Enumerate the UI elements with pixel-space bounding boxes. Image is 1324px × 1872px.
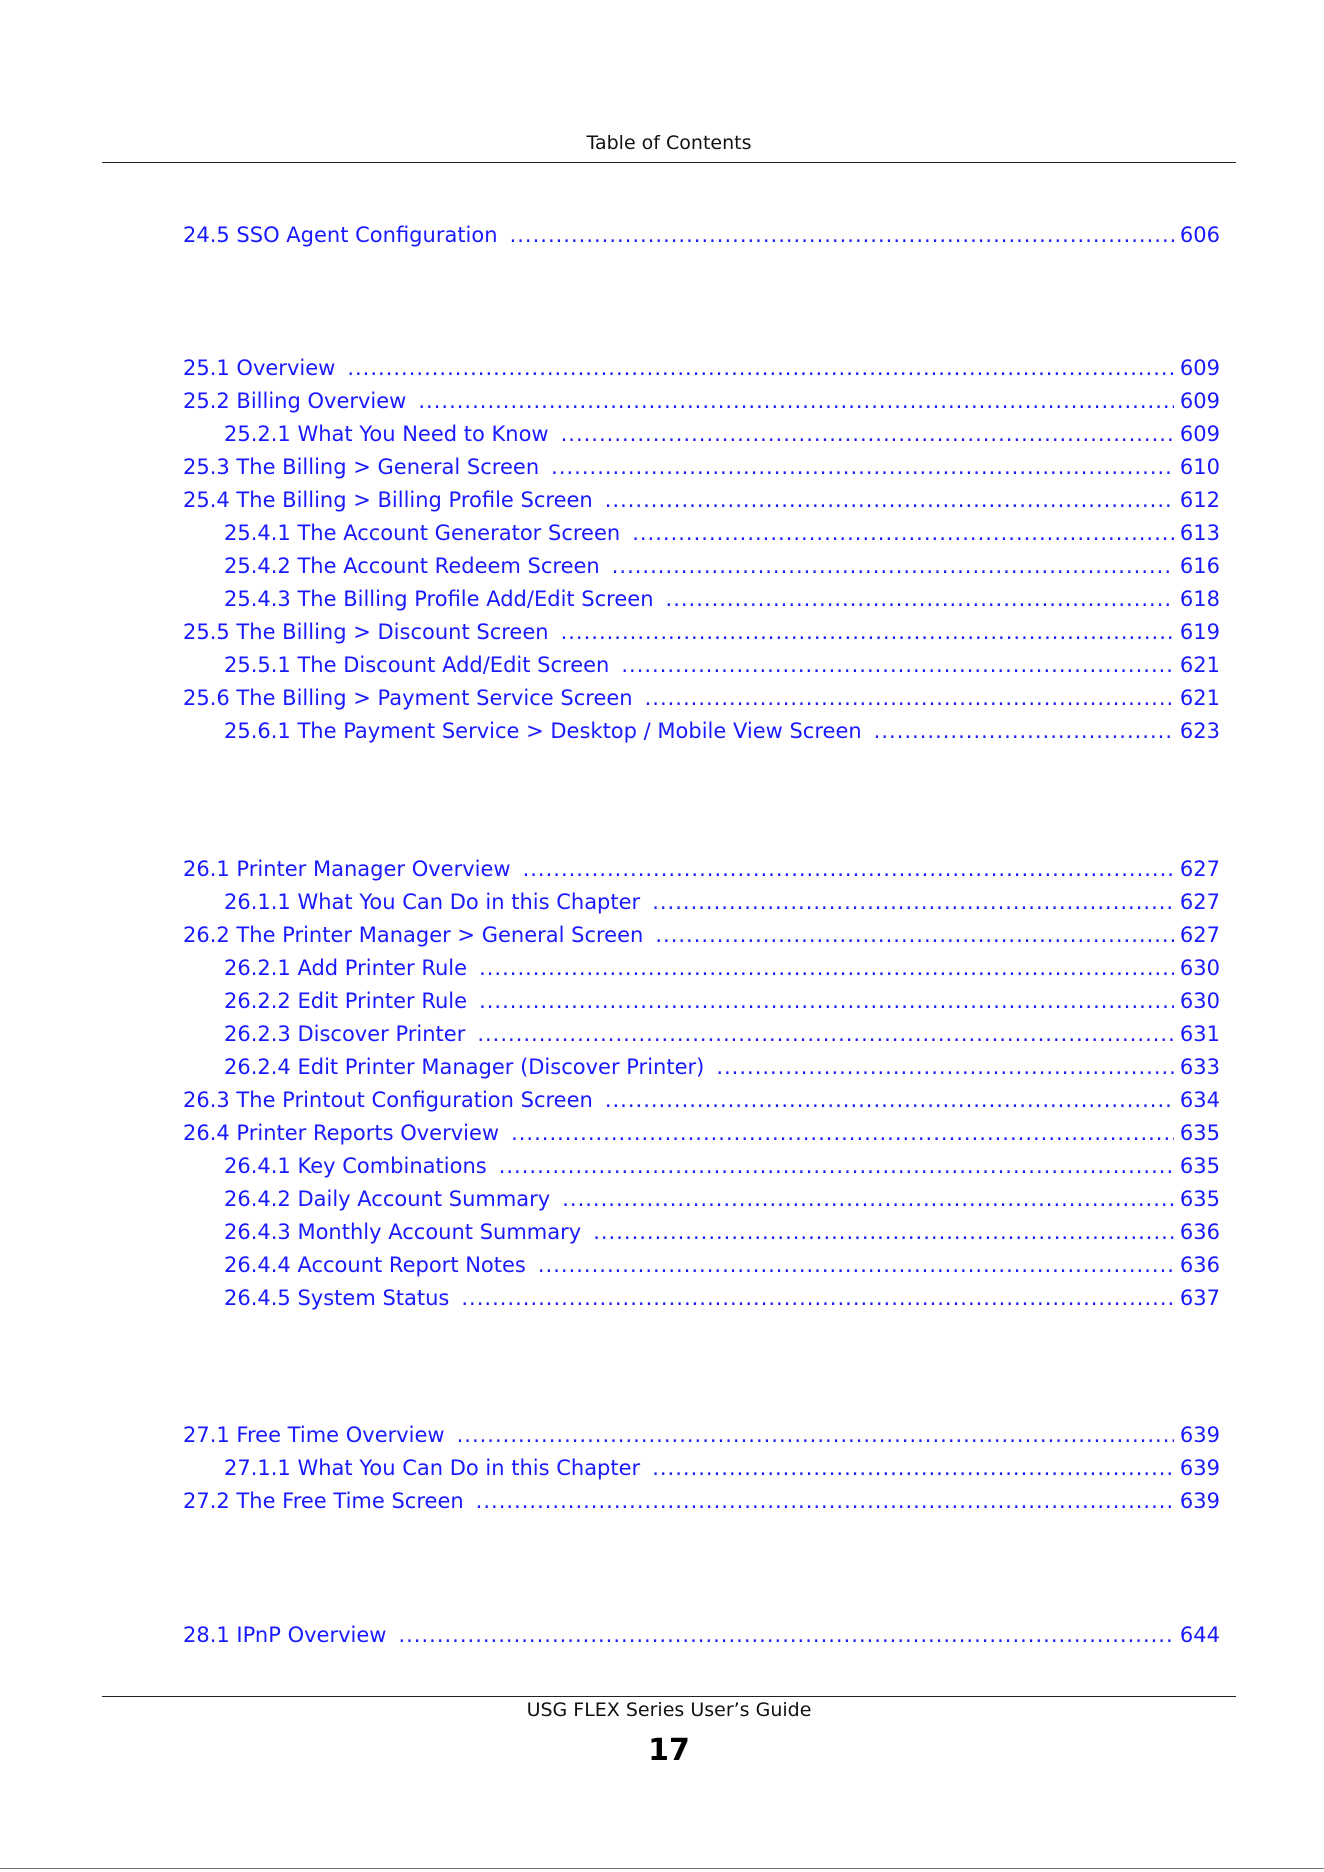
toc-entry-page-number: 630 [1179,989,1220,1013]
toc-entry[interactable] [224,1021,1220,1049]
toc-dot-leader [561,421,1174,447]
toc-entry[interactable] [183,1622,1220,1650]
toc-entry-title: 24.5 SSO Agent Configuration [183,223,498,247]
toc-entry[interactable] [183,619,1220,647]
toc-dot-leader [645,685,1174,711]
toc-entry[interactable] [224,1285,1220,1313]
toc-dot-leader [874,718,1174,744]
toc-entry[interactable] [224,586,1220,614]
toc-entry-title: 26.4.1 Key Combinations [224,1154,487,1178]
toc-entry-page-number: 627 [1179,890,1220,914]
toc-entry-page-number: 619 [1179,620,1220,644]
toc-dot-leader [562,1186,1174,1212]
toc-entry-title: 26.4.3 Monthly Account Summary [224,1220,582,1244]
toc-entry-page-number: 639 [1179,1489,1220,1513]
toc-entry[interactable] [183,685,1220,713]
toc-entry-title: 26.4 Printer Reports Overview [183,1121,500,1145]
toc-entry-title: 26.4.5 System Status [224,1286,450,1310]
toc-entry-title: 25.4.1 The Account Generator Screen [224,521,621,545]
toc-entry[interactable] [183,388,1220,416]
toc-dot-leader [511,1120,1174,1146]
toc-dot-leader [621,652,1174,678]
toc-entry[interactable] [224,553,1220,581]
toc-dot-leader [476,1488,1174,1514]
toc-entry-page-number: 639 [1179,1456,1220,1480]
toc-entry[interactable] [224,889,1220,917]
toc-entry-page-number: 637 [1179,1286,1220,1310]
toc-dot-leader [347,355,1174,381]
toc-entry[interactable] [183,355,1220,383]
toc-dot-leader [457,1422,1174,1448]
toc-dot-leader [538,1252,1174,1278]
toc-dot-leader [499,1153,1174,1179]
toc-entry-page-number: 609 [1179,356,1220,380]
toc-dot-leader [479,988,1174,1014]
toc-dot-leader [593,1219,1174,1245]
toc-entry[interactable] [224,1219,1220,1247]
toc-entry-title: 26.4.2 Daily Account Summary [224,1187,551,1211]
toc-entry-title: 25.6.1 The Payment Service > Desktop / Mobile View Screen [224,719,862,743]
toc-entry[interactable] [224,652,1220,680]
toc-dot-leader [655,922,1174,948]
toc-entry-page-number: 644 [1179,1623,1220,1647]
toc-dot-leader [461,1285,1174,1311]
toc-entry-page-number: 623 [1179,719,1220,743]
toc-entry-title: 26.2.4 Edit Printer Manager (Discover Printer) [224,1055,705,1079]
toc-entry[interactable] [183,1488,1220,1516]
toc-entry-title: 25.2.1 What You Need to Know [224,422,549,446]
toc-entry-page-number: 613 [1179,521,1220,545]
toc-entry[interactable] [183,1120,1220,1148]
page-header: Table of Contents [586,132,752,154]
toc-dot-leader [398,1622,1173,1648]
toc-entry-title: 26.3 The Printout Configuration Screen [183,1088,593,1112]
toc-entry[interactable] [183,222,1220,250]
toc-entry-page-number: 616 [1179,554,1220,578]
toc-dot-leader [551,454,1174,480]
toc-entry[interactable] [183,856,1220,884]
toc-entry-page-number: 621 [1179,653,1220,677]
toc-entry-title: 25.6 The Billing > Payment Service Screen [183,686,633,710]
toc-entry-page-number: 639 [1179,1423,1220,1447]
toc-dot-leader [418,388,1174,414]
toc-dot-leader [612,553,1174,579]
toc-entry[interactable] [183,454,1220,482]
toc-entry-title: 25.4 The Billing > Billing Profile Screen [183,488,593,512]
toc-entry[interactable] [183,922,1220,950]
toc-dot-leader [652,1455,1174,1481]
toc-entry-page-number: 635 [1179,1121,1220,1145]
toc-dot-leader [523,856,1174,882]
toc-entry-page-number: 606 [1179,223,1220,247]
toc-entry-page-number: 627 [1179,923,1220,947]
toc-dot-leader [479,955,1174,981]
toc-entry[interactable] [224,718,1220,746]
toc-entry-title: 26.2.1 Add Printer Rule [224,956,468,980]
toc-entry[interactable] [183,487,1220,515]
toc-dot-leader [605,1087,1174,1113]
toc-dot-leader [561,619,1174,645]
toc-entry-title: 26.1.1 What You Can Do in this Chapter [224,890,641,914]
toc-dot-leader [510,222,1174,248]
header-divider [102,162,1236,163]
page-number: 17 [648,1733,690,1768]
toc-entry-title: 26.2 The Printer Manager > General Screen [183,923,644,947]
toc-entry-title: 26.1 Printer Manager Overview [183,857,511,881]
toc-entry-page-number: 635 [1179,1154,1220,1178]
toc-entry-title: 25.5 The Billing > Discount Screen [183,620,549,644]
toc-entry-page-number: 636 [1179,1253,1220,1277]
toc-entry-title: 25.5.1 The Discount Add/Edit Screen [224,653,610,677]
toc-entry-title: 26.4.4 Account Report Notes [224,1253,526,1277]
footer-guide-title: USG FLEX Series User’s Guide [526,1699,812,1721]
toc-entry-title: 25.2 Billing Overview [183,389,407,413]
toc-entry[interactable] [183,1422,1220,1450]
toc-entry-page-number: 618 [1179,587,1220,611]
toc-entry-page-number: 634 [1179,1088,1220,1112]
toc-entry-page-number: 631 [1179,1022,1220,1046]
toc-dot-leader [666,586,1174,612]
toc-entry[interactable] [224,1455,1220,1483]
toc-entry-title: 28.1 IPnP Overview [183,1623,387,1647]
toc-entry-title: 26.2.3 Discover Printer [224,1022,466,1046]
toc-entry-title: 25.3 The Billing > General Screen [183,455,540,479]
toc-entry-page-number: 635 [1179,1187,1220,1211]
toc-entry-title: 25.1 Overview [183,356,336,380]
toc-dot-leader [605,487,1174,513]
toc-entry-page-number: 633 [1179,1055,1220,1079]
page-edge-line [0,1868,1324,1869]
toc-entry[interactable] [224,421,1220,449]
toc-entry[interactable] [224,1252,1220,1280]
toc-entry[interactable] [183,1087,1220,1115]
toc-dot-leader [716,1054,1174,1080]
toc-entry[interactable] [224,1186,1220,1214]
toc-entry[interactable] [224,988,1220,1016]
toc-entry-page-number: 627 [1179,857,1220,881]
toc-entry-page-number: 610 [1179,455,1220,479]
toc-entry-page-number: 621 [1179,686,1220,710]
toc-entry-title: 27.1 Free Time Overview [183,1423,445,1447]
toc-dot-leader [632,520,1174,546]
toc-entry[interactable] [224,520,1220,548]
toc-dot-leader [477,1021,1174,1047]
toc-entry-page-number: 612 [1179,488,1220,512]
toc-entry-title: 26.2.2 Edit Printer Rule [224,989,468,1013]
toc-entry-title: 25.4.3 The Billing Profile Add/Edit Screen [224,587,654,611]
toc-entry[interactable] [224,955,1220,983]
toc-entry-page-number: 630 [1179,956,1220,980]
toc-entry-title: 27.2 The Free Time Screen [183,1489,464,1513]
toc-entry-page-number: 609 [1179,389,1220,413]
toc-dot-leader [652,889,1174,915]
toc-entry-page-number: 609 [1179,422,1220,446]
toc-entry-title: 25.4.2 The Account Redeem Screen [224,554,600,578]
toc-entry[interactable] [224,1054,1220,1082]
toc-entry-title: 27.1.1 What You Can Do in this Chapter [224,1456,641,1480]
toc-entry-page-number: 636 [1179,1220,1220,1244]
toc-entry[interactable] [224,1153,1220,1181]
